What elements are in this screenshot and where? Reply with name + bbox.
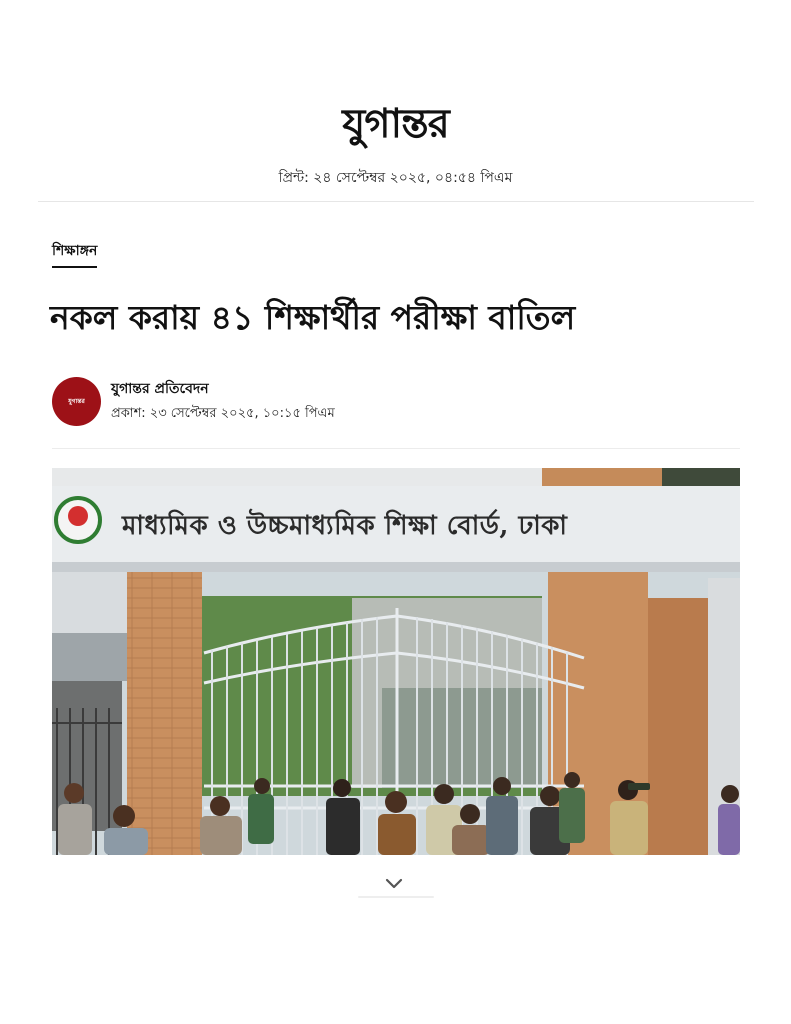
chevron-down-icon [381, 874, 407, 894]
header-divider [38, 201, 754, 202]
byline [52, 377, 742, 427]
author-avatar [52, 377, 101, 426]
gate-sign-text: মাধ্যমিক ও উচ্চমাধ্যমিক শিক্ষা বোর্ড, ঢাকা [122, 511, 568, 541]
scroll-down-button[interactable] [381, 874, 407, 894]
byline-divider [52, 448, 740, 449]
category-link[interactable]: শিক্ষাঙ্গন [52, 240, 97, 268]
article-photo [52, 468, 740, 855]
avatar-logo-text: যুগান্তর [68, 397, 85, 405]
site-logo[interactable]: যুগান্তর [342, 100, 449, 147]
published-date: প্রকাশ: ২৩ সেপ্টেম্বর ২০২৫, ১০:১৫ পিএম [111, 406, 335, 421]
print-timestamp: প্রিন্ট: ২৪ সেপ্টেম্বর ২০২৫, ০৪:৫৪ পিএম [278, 170, 513, 186]
masthead [0, 96, 791, 152]
article-headline: নকল করায় ৪১ শিক্ষার্থীর পরীক্ষা বাতিল [50, 298, 576, 337]
author-name: যুগান্তর প্রতিবেদন [111, 381, 209, 397]
scroll-indicator-track [358, 896, 434, 898]
